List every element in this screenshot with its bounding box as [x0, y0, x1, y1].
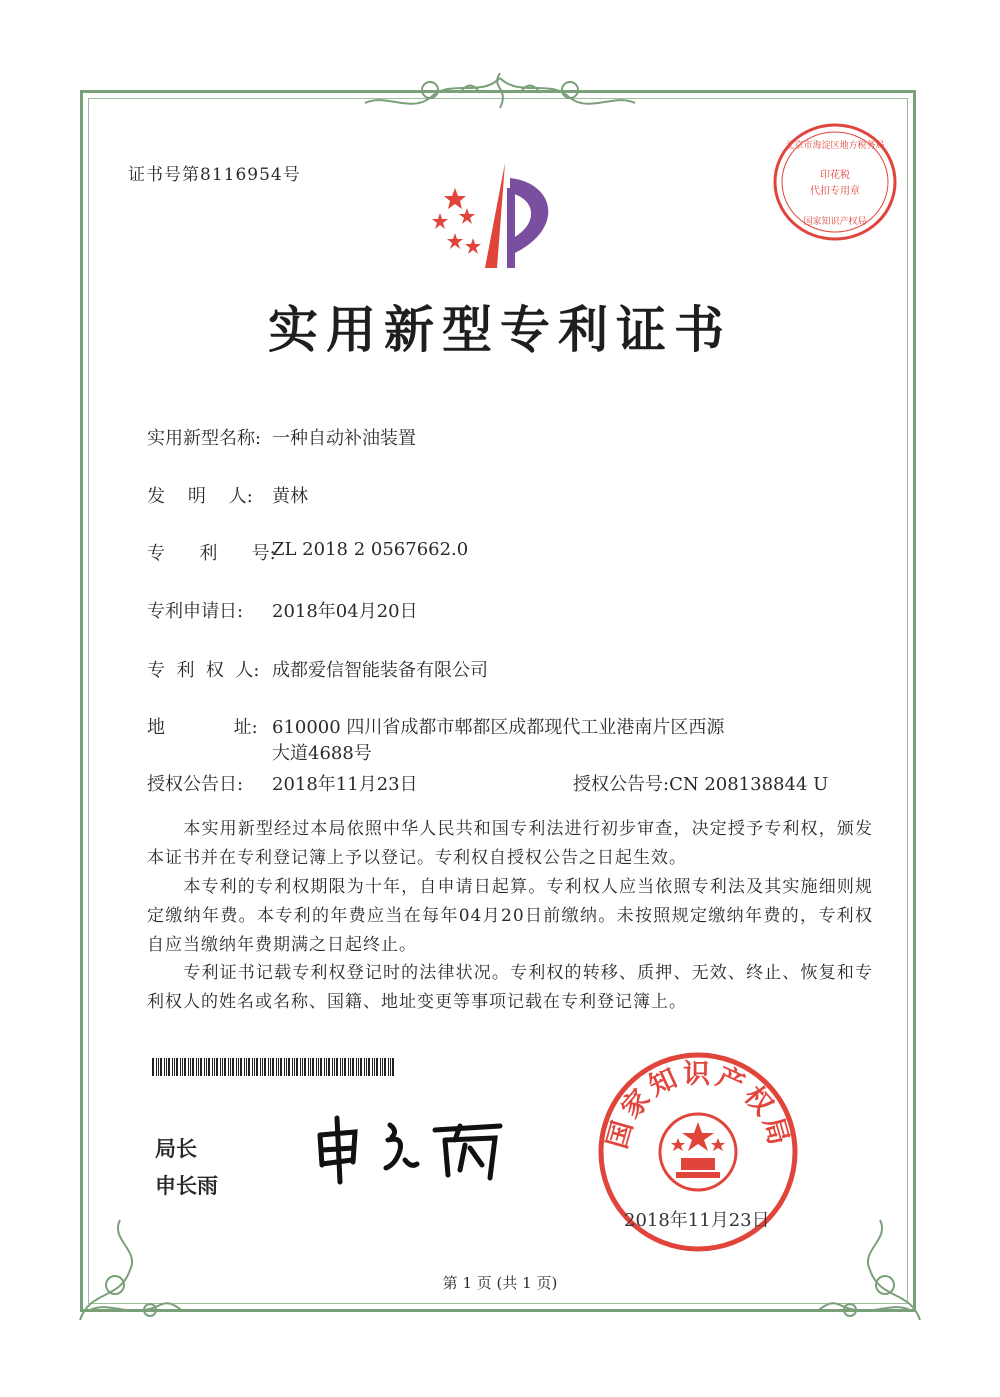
- field-name-value: 一种自动补油装置: [272, 428, 416, 449]
- barcode-bar: [160, 1058, 162, 1076]
- field-grant-number-value: CN 208138844 U: [669, 774, 829, 795]
- barcode-bar: [220, 1058, 221, 1076]
- field-inventor: [147, 482, 308, 508]
- barcode-bar: [214, 1058, 215, 1076]
- barcode-bar: [366, 1058, 367, 1076]
- barcode-bar: [308, 1058, 309, 1076]
- barcode-bar: [348, 1058, 349, 1076]
- certificate-title: 实用新型专利证书: [268, 300, 732, 359]
- field-patent-number: [147, 539, 468, 565]
- barcode-bar: [180, 1058, 181, 1076]
- field-grant-number-label: 授权公告号:: [573, 774, 670, 795]
- barcode-bar: [246, 1058, 247, 1076]
- barcode-bar: [156, 1058, 157, 1076]
- barcode-bar: [342, 1058, 343, 1076]
- barcode-bar: [212, 1058, 213, 1076]
- field-holder-label: 专 利 权 人:: [147, 660, 260, 681]
- barcode-bar: [232, 1058, 234, 1076]
- barcode-bar: [388, 1058, 389, 1076]
- field-name: [147, 424, 416, 450]
- barcode-bar: [318, 1058, 319, 1076]
- barcode-bar: [374, 1058, 375, 1076]
- paragraph-2: [147, 873, 873, 960]
- barcode-bar: [248, 1058, 250, 1076]
- barcode-bar: [222, 1058, 223, 1076]
- barcode-bar: [286, 1058, 287, 1076]
- patent-office-logo: [425, 158, 575, 273]
- paragraph-3: [147, 959, 873, 1017]
- barcode-bar: [158, 1058, 159, 1076]
- svg-text:北京市海淀区地方税务局: 北京市海淀区地方税务局: [785, 141, 885, 151]
- barcode-bar: [152, 1058, 154, 1076]
- barcode-bar: [276, 1058, 277, 1076]
- barcode-bar: [200, 1058, 202, 1076]
- barcode-bar: [230, 1058, 231, 1076]
- barcode-bar: [236, 1058, 237, 1076]
- barcode-bar: [336, 1058, 338, 1076]
- field-inventor-value: 黄林: [272, 486, 308, 507]
- address-line-2: 大道4688号: [272, 743, 372, 764]
- barcode-bar: [228, 1058, 229, 1076]
- barcode-bar: [380, 1058, 381, 1076]
- barcode-bar: [390, 1058, 391, 1076]
- barcode-bar: [312, 1058, 314, 1076]
- field-grant-date-label: 授权公告日:: [147, 774, 244, 795]
- barcode-bar: [340, 1058, 341, 1076]
- barcode-bar: [344, 1058, 346, 1076]
- field-holder: [147, 656, 488, 682]
- barcode-bar: [208, 1058, 210, 1076]
- barcode-bar: [326, 1058, 327, 1076]
- barcode-bar: [358, 1058, 359, 1076]
- barcode-bar: [302, 1058, 303, 1076]
- barcode-bar: [320, 1058, 322, 1076]
- barcode-bar: [368, 1058, 370, 1076]
- barcode-bar: [360, 1058, 362, 1076]
- field-inventor-label: 发 明 人:: [147, 486, 253, 507]
- barcode-bar: [392, 1058, 394, 1076]
- paragraph-3-text: 专利证书记载专利权登记时的法律状况。专利权的转移、质押、无效、终止、恢复和专利权人的姓名或名称、国籍、地址变更等事项记载在专利登记簿上。: [147, 963, 874, 1012]
- barcode-bar: [188, 1058, 189, 1076]
- signer-title: 局长: [155, 1137, 197, 1161]
- barcode-bar: [224, 1058, 226, 1076]
- field-address-value: [272, 713, 724, 765]
- barcode-bar: [204, 1058, 205, 1076]
- barcode-bar: [328, 1058, 330, 1076]
- barcode-bar: [300, 1058, 301, 1076]
- barcode-bar: [182, 1058, 183, 1076]
- stamp-date: 2018年11月23日: [624, 1210, 770, 1231]
- barcode-bar: [364, 1058, 365, 1076]
- barcode-bar: [244, 1058, 245, 1076]
- barcode-bar: [260, 1058, 261, 1076]
- barcode-bar: [252, 1058, 253, 1076]
- field-apply-date-value: 2018年04月20日: [272, 601, 418, 622]
- barcode-bar: [166, 1058, 167, 1076]
- field-patent-number-value: ZL 2018 2 0567662.0: [272, 539, 469, 560]
- signer-name: 申长雨: [155, 1174, 218, 1198]
- svg-text:印花税: 印花税: [820, 170, 850, 181]
- barcode-bar: [192, 1058, 194, 1076]
- page-number: 第 1 页 (共 1 页): [442, 1274, 558, 1292]
- svg-text:代扣专用章: 代扣专用章: [810, 186, 860, 197]
- barcode-bar: [184, 1058, 186, 1076]
- barcode-bar: [288, 1058, 290, 1076]
- seal-text: 国家知识产权局: [601, 1058, 796, 1153]
- barcode-bar: [350, 1058, 351, 1076]
- field-patent-number-label: 专 利 号:: [147, 543, 276, 564]
- barcode-bar: [168, 1058, 170, 1076]
- barcode-bar: [316, 1058, 317, 1076]
- barcode-bar: [324, 1058, 325, 1076]
- barcode-bar: [304, 1058, 306, 1076]
- corner-ornament-right: [810, 1200, 930, 1330]
- field-address: [147, 713, 724, 765]
- barcode-bar: [376, 1058, 378, 1076]
- barcode-bar: [356, 1058, 357, 1076]
- barcode-bar: [352, 1058, 354, 1076]
- svg-text:国家知识产权局: 国家知识产权局: [803, 217, 867, 227]
- barcode-bar: [172, 1058, 173, 1076]
- barcode-bar: [206, 1058, 207, 1076]
- corner-ornament-left: [70, 1200, 190, 1330]
- paragraph-1: [147, 815, 873, 873]
- barcode-bar: [216, 1058, 218, 1076]
- tax-seal: [770, 120, 900, 245]
- field-apply-date: [147, 597, 418, 623]
- field-address-label: 地 址:: [147, 717, 258, 738]
- handwritten-signature: [310, 1110, 520, 1185]
- field-grant-number: [573, 770, 828, 796]
- barcode-bar: [310, 1058, 311, 1076]
- field-grant-date: [147, 770, 418, 796]
- field-name-label: 实用新型名称:: [147, 428, 262, 449]
- barcode-bar: [384, 1058, 386, 1076]
- paragraph-1-text: 本实用新型经过本局依照中华人民共和国专利法进行初步审查，决定授予专利权，颁发本证书并在专利登记簿上予以登记。专利权自授权公告之日起生效。: [147, 819, 874, 868]
- barcode-bar: [198, 1058, 199, 1076]
- field-apply-date-label: 专利申请日:: [147, 601, 244, 622]
- barcode-bar: [296, 1058, 298, 1076]
- barcode-bar: [292, 1058, 293, 1076]
- barcode-bar: [268, 1058, 269, 1076]
- barcode-bar: [190, 1058, 191, 1076]
- top-ornament: [360, 68, 640, 118]
- paragraph-2-text: 本专利的专利权期限为十年，自申请日起算。专利权人应当依照专利法及其实施细则规定缴纳年费。本专利的年费应当在每年04月20日前缴纳。未按照规定缴纳年费的，专利权自应当缴纳年费期满之日起终止。: [147, 877, 874, 955]
- barcode-bar: [164, 1058, 165, 1076]
- barcode: [152, 1058, 397, 1076]
- barcode-bar: [372, 1058, 373, 1076]
- certificate-number: 证书号第8116954号: [128, 165, 301, 185]
- barcode-bar: [332, 1058, 333, 1076]
- barcode-bar: [284, 1058, 285, 1076]
- barcode-bar: [278, 1058, 279, 1076]
- barcode-bar: [240, 1058, 242, 1076]
- field-grant-date-value: 2018年11月23日: [272, 774, 418, 795]
- barcode-bar: [294, 1058, 295, 1076]
- barcode-bar: [264, 1058, 266, 1076]
- barcode-bar: [334, 1058, 335, 1076]
- address-line-1: 610000 四川省成都市郫都区成都现代工业港南片区西源: [272, 717, 725, 738]
- barcode-bar: [382, 1058, 383, 1076]
- barcode-bar: [238, 1058, 239, 1076]
- barcode-bar: [176, 1058, 178, 1076]
- barcode-bar: [262, 1058, 263, 1076]
- barcode-bar: [272, 1058, 274, 1076]
- barcode-bar: [174, 1058, 175, 1076]
- barcode-bar: [254, 1058, 255, 1076]
- barcode-bar: [270, 1058, 271, 1076]
- barcode-bar: [256, 1058, 258, 1076]
- barcode-bar: [196, 1058, 197, 1076]
- barcode-bar: [280, 1058, 282, 1076]
- field-holder-value: 成都爱信智能装备有限公司: [272, 660, 488, 681]
